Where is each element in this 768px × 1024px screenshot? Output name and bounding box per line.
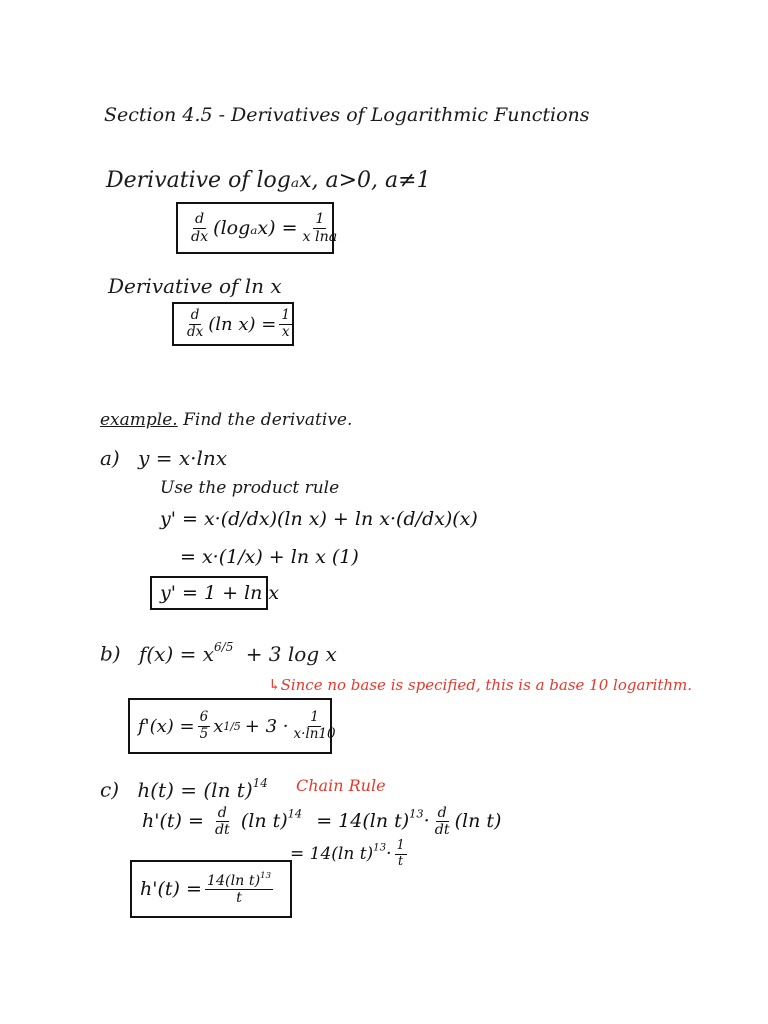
part-c-exponent: 14 (252, 776, 268, 790)
part-c-answer-lhs: h'(t) = (140, 878, 202, 900)
log-a-rhs-num: 1 (315, 211, 325, 228)
part-b-answer-frac (291, 711, 337, 741)
part-c-step1-tail: (ln t) (454, 809, 502, 832)
d-dx-operator: $\frac{d}{dx}$ (191, 211, 209, 245)
part-c-base: h(t) = (ln t) (137, 777, 253, 802)
part-c-step2-text: = 14(ln t) (290, 843, 374, 864)
part-b-answer-lhs: f'(x) = (138, 715, 195, 737)
part-b-coef-num: 6 (199, 709, 209, 725)
part-b-annotation: ↳Since no base is specified, this is a base 10 logarithm. (268, 676, 693, 694)
part-c-step1-exp: 14 (287, 806, 303, 821)
log-a-formula-rhs (300, 212, 339, 244)
part-c-annotation: Chain Rule (296, 776, 386, 795)
part-c-step1-rhs-exp: 13 (409, 806, 424, 821)
d-dt-operator: $\frac{d}{dt}$ (214, 805, 230, 839)
part-b-coef (198, 711, 211, 741)
part-c-answer (130, 860, 292, 918)
log-a-derivative-formula (176, 202, 338, 254)
part-b-tail: + 3 log x (245, 641, 337, 666)
part-a-answer: y' = 1 + ln x (150, 576, 268, 610)
part-c-answer-frac (205, 872, 273, 905)
log-a-heading-math: logₐx, a>0, a≠1 (256, 168, 431, 193)
part-c-answer-num: 14(ln t) (206, 873, 261, 890)
part-c-step1: h'(t) = $\frac{d}{dt}$ (ln t)$^{14}$ = 14(ln t)$^{13}$· $\frac{d}{dt}$ (ln t) (142, 805, 502, 839)
part-c-step2-frac: $\frac{1}{t}$ (396, 838, 405, 869)
log-a-heading-prefix: Derivative of (106, 168, 250, 193)
part-c-step1-mid: (ln t) (240, 809, 288, 832)
part-b-answer (128, 698, 336, 754)
part-c-answer-num-exp: 13 (260, 871, 272, 882)
ln-rhs-num: 1 (281, 307, 290, 323)
ln-heading (108, 274, 282, 298)
part-b-coef-den: 5 (199, 725, 209, 742)
ln-derivative-formula (172, 302, 294, 346)
example-label: example. (100, 410, 178, 430)
ln-formula-lhs: (ln x) = (208, 313, 277, 335)
part-c-step1-rhs: = 14(ln t) (316, 809, 410, 832)
part-b-answer-den: x·ln10 (293, 725, 336, 742)
part-c-step2: = 14(ln t)$^{13}$· $\frac{1}{t}$ (290, 838, 405, 869)
part-a-label: a) (100, 446, 120, 470)
example-header (100, 410, 352, 430)
part-c-label: c) (100, 777, 120, 802)
part-c-step1-lhs: h'(t) = (142, 809, 204, 832)
part-b-answer-base: x (213, 715, 224, 737)
d-dx-operator: $\frac{d}{dx}$ (187, 307, 204, 340)
part-b-label: b) (100, 641, 121, 666)
part-a-note: Use the product rule (160, 478, 340, 498)
part-a-step1: y' = x·(d/dx)(ln x) + ln x·(d/dx)(x) (160, 508, 478, 530)
part-a-step2: = x·(1/x) + ln x (1) (180, 546, 359, 568)
part-b-answer-exp: 1/5 (223, 719, 241, 733)
d-dt-operator: $\frac{d}{dt}$ (434, 805, 450, 839)
part-a-problem (100, 446, 227, 470)
part-b-problem (100, 640, 337, 666)
part-b-base: f(x) = x (138, 641, 215, 666)
ln-rhs-den: x (281, 323, 290, 340)
part-b-exponent: 6/5 (214, 640, 234, 654)
log-a-rhs-den: x lna (302, 228, 338, 245)
part-b-answer-num: 1 (310, 709, 319, 725)
log-a-heading (106, 168, 431, 193)
part-c-answer-den: t (236, 890, 242, 907)
part-c-step2-exp: 13 (373, 842, 387, 854)
part-c-problem (100, 776, 268, 802)
log-a-formula-lhs: (logₐx) = (213, 217, 298, 239)
ln-heading-prefix: Derivative of (108, 274, 239, 298)
ln-formula-rhs (279, 309, 292, 339)
ln-heading-math: ln x (244, 274, 282, 298)
page-title: Section 4.5 - Derivatives of Logarithmic Functions (104, 104, 590, 126)
part-a-expression: y = x·lnx (138, 446, 228, 470)
part-b-answer-mid: + 3 · (244, 715, 289, 737)
example-instruction: Find the derivative. (183, 410, 353, 430)
part-c-answer-num-wrap (205, 872, 273, 890)
